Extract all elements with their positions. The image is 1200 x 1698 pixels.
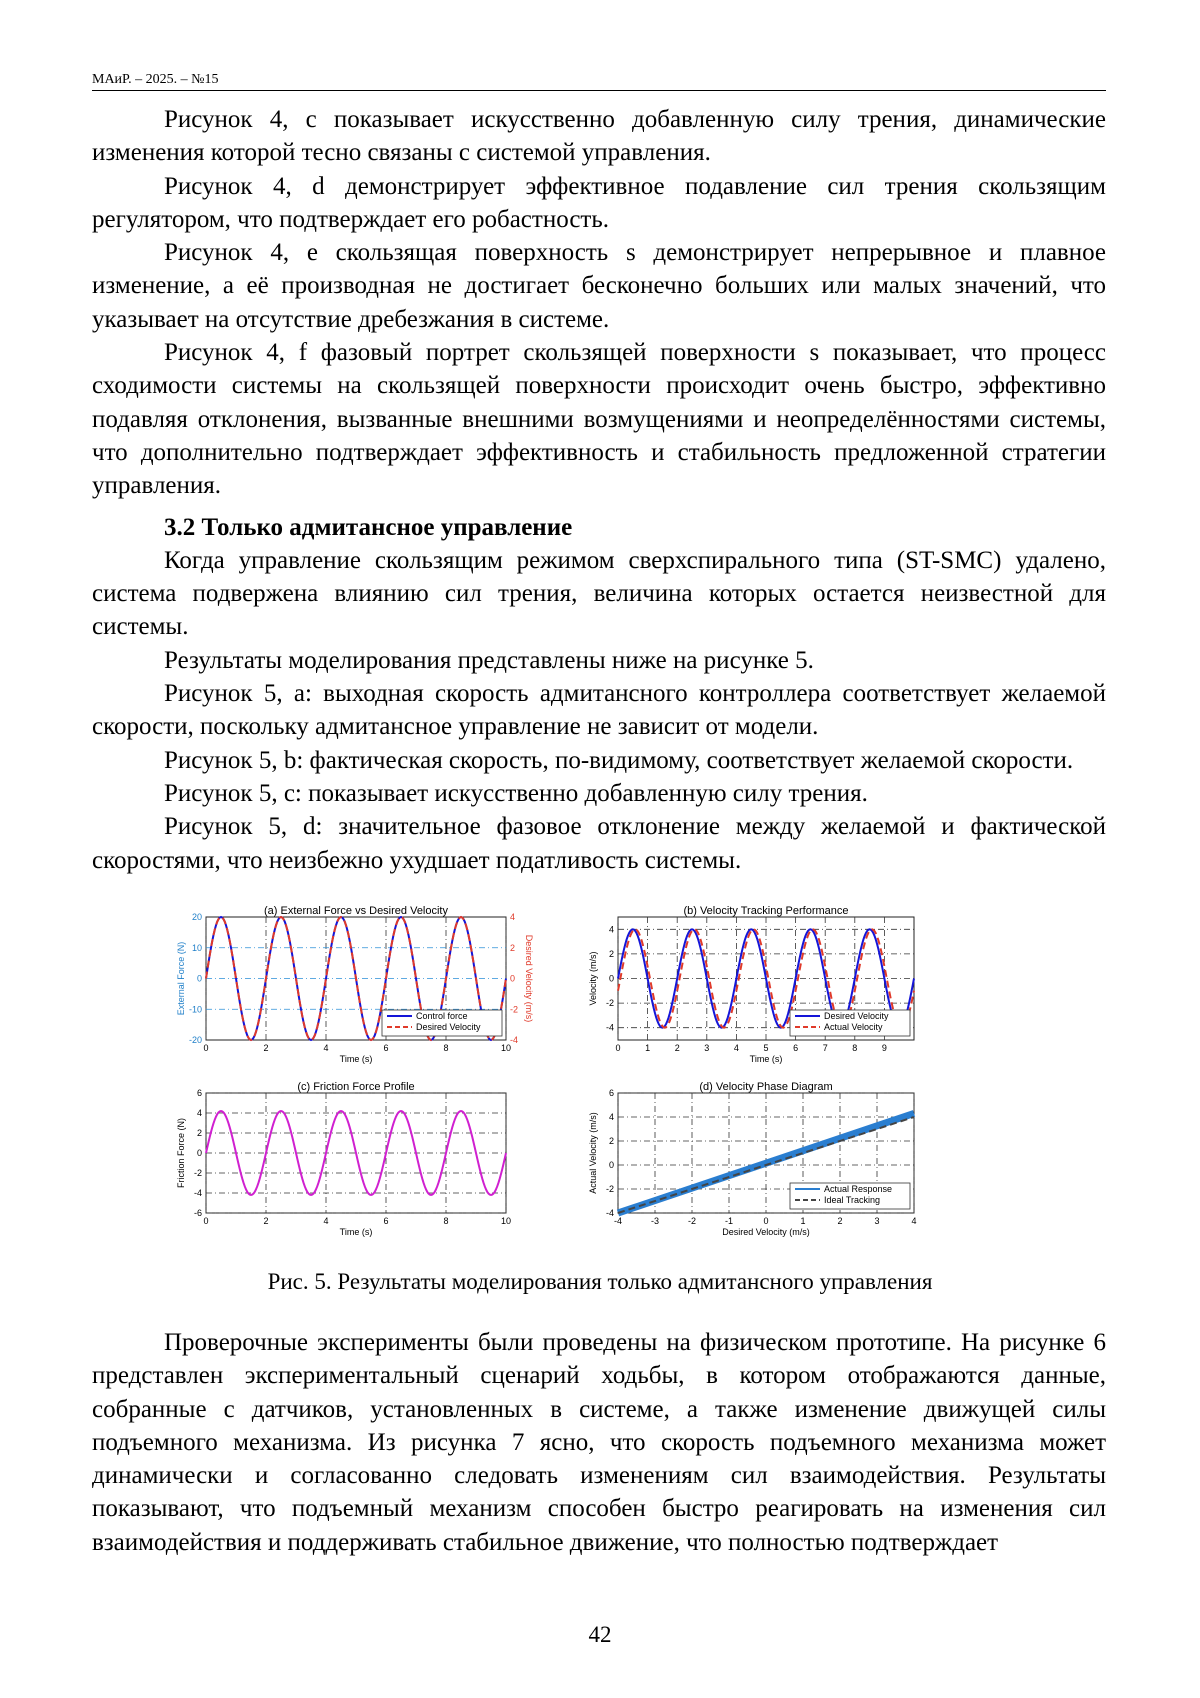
chart-title: (d) Velocity Phase Diagram — [699, 1081, 832, 1093]
y-right-tick-label: 4 — [510, 912, 515, 922]
paragraph-fig4c: Рисунок 4, c показывает искусственно добавленную силу трения, динамические изменения которой тесно связаны с системой управления. — [92, 103, 1106, 170]
y-tick-label: -6 — [194, 1208, 202, 1218]
x-axis-label: Time (s) — [750, 1054, 783, 1064]
y-tick-label: -2 — [606, 998, 614, 1008]
y-tick-label: 2 — [609, 1136, 614, 1146]
figure-5-charts — [190, 903, 1010, 1257]
y-axis-label: Velocity (m/s) — [588, 951, 598, 1005]
paragraph-fig5d: Рисунок 5, d: значительное фазовое отклонение между желаемой и фактической скоростями, что неизбежно ухудшает податливость системы. — [92, 810, 1106, 877]
x-axis-label: Desired Velocity (m/s) — [722, 1227, 810, 1237]
y-tick-label: 2 — [197, 1128, 202, 1138]
paragraph-fig5b: Рисунок 5, b: фактическая скорость, по-видимому, соответствует желаемой скорости. — [92, 744, 1106, 777]
legend-entry: Actual Velocity — [824, 1022, 883, 1032]
chart-panel-0 — [176, 905, 534, 1064]
x-tick-label: 3 — [874, 1216, 879, 1226]
x-tick-label: 7 — [823, 1043, 828, 1053]
y-tick-label: 0 — [197, 974, 202, 984]
x-tick-label: 0 — [763, 1216, 768, 1226]
y-tick-label: 6 — [197, 1088, 202, 1098]
x-tick-label: 6 — [383, 1216, 388, 1226]
x-tick-label: 2 — [837, 1216, 842, 1226]
y-tick-label: 4 — [197, 1108, 202, 1118]
x-tick-label: -4 — [614, 1216, 622, 1226]
x-tick-label: -3 — [651, 1216, 659, 1226]
y-tick-label: -20 — [189, 1035, 202, 1045]
x-tick-label: 8 — [852, 1043, 857, 1053]
y-tick-label: -4 — [194, 1188, 202, 1198]
x-axis-label: Time (s) — [340, 1054, 373, 1064]
page — [0, 0, 1200, 1698]
chart-title: (a) External Force vs Desired Velocity — [264, 905, 449, 917]
x-tick-label: -2 — [688, 1216, 696, 1226]
y-tick-label: -10 — [189, 1004, 202, 1014]
paragraph-fig4f: Рисунок 4, f фазовый портрет скользящей поверхности s показывает, что процесс сходимости системы на скользящей поверхности происходит очень быстро, эффективно подавляя отклонения, вызванные внешними возмущениями и неопределённостями системы, что дополнительно подтверждает эффективность и стабильность предложенной стратегии управления. — [92, 336, 1106, 502]
body-text-top — [92, 103, 1106, 877]
x-tick-label: 10 — [501, 1216, 511, 1226]
x-tick-label: 8 — [443, 1043, 448, 1053]
x-tick-label: 1 — [800, 1216, 805, 1226]
running-head: МАиР. – 2025. – №15 — [92, 72, 218, 88]
x-tick-label: 5 — [763, 1043, 768, 1053]
chart-panel-2 — [176, 1081, 511, 1237]
y-tick-label: 0 — [609, 1160, 614, 1170]
x-tick-label: 0 — [203, 1216, 208, 1226]
paragraph-fig4e: Рисунок 4, e скользящая поверхность s демонстрирует непрерывное и плавное изменение, а её производная не достигает бесконечно больших или малых значений, что указывает на отсутствие дребезжания в системе. — [92, 236, 1106, 336]
legend-entry: Actual Response — [824, 1184, 892, 1194]
y-axis-label: Actual Velocity (m/s) — [588, 1112, 598, 1194]
y-tick-label: 4 — [609, 924, 614, 934]
y-axis-label: Friction Force (N) — [176, 1118, 186, 1188]
section-heading: 3.2 Только адмитансное управление — [92, 511, 1106, 544]
chart-panel-1 — [588, 905, 914, 1064]
body-text-bottom — [92, 1326, 1106, 1559]
chart-panel-3 — [588, 1081, 917, 1237]
paragraph-fig5a: Рисунок 5, a: выходная скорость адмитансного контроллера соответствует желаемой скорости, поскольку адмитансное управление не зависит от модели. — [92, 677, 1106, 744]
x-tick-label: 2 — [675, 1043, 680, 1053]
legend-entry: Desired Velocity — [824, 1011, 889, 1021]
x-tick-label: 4 — [911, 1216, 916, 1226]
y-right-axis-label: Desired Velocity (m/s) — [524, 935, 534, 1023]
y-tick-label: 10 — [192, 943, 202, 953]
y-tick-label: -2 — [194, 1168, 202, 1178]
chart-title: (b) Velocity Tracking Performance — [683, 905, 848, 917]
legend-entry: Control force — [416, 1011, 468, 1021]
x-tick-label: 4 — [323, 1043, 328, 1053]
x-tick-label: 2 — [263, 1043, 268, 1053]
y-right-tick-label: -2 — [510, 1004, 518, 1014]
x-tick-label: 3 — [704, 1043, 709, 1053]
x-tick-label: 0 — [203, 1043, 208, 1053]
x-tick-label: 2 — [263, 1216, 268, 1226]
x-tick-label: 4 — [734, 1043, 739, 1053]
x-tick-label: 10 — [501, 1043, 511, 1053]
x-tick-label: 1 — [645, 1043, 650, 1053]
y-right-tick-label: 0 — [510, 974, 515, 984]
header-rule — [92, 90, 1106, 91]
paragraph-st-smc-removed: Когда управление скользящим режимом сверхспирального типа (ST-SMC) удалено, система подвержена влиянию сил трения, величина которых остается неизвестной для системы. — [92, 544, 1106, 644]
y-tick-label: 0 — [197, 1148, 202, 1158]
legend-entry: Ideal Tracking — [824, 1195, 880, 1205]
x-tick-label: 9 — [882, 1043, 887, 1053]
x-tick-label: 8 — [443, 1216, 448, 1226]
legend-entry: Desired Velocity — [416, 1022, 481, 1032]
figure-caption: Рис. 5. Результаты моделирования только адмитансного управления — [0, 1267, 1200, 1297]
x-axis-label: Time (s) — [340, 1227, 373, 1237]
paragraph-results-intro: Результаты моделирования представлены ниже на рисунке 5. — [92, 644, 1106, 677]
y-tick-label: -2 — [606, 1184, 614, 1194]
page-number: 42 — [0, 1622, 1200, 1648]
paragraph-fig4d: Рисунок 4, d демонстрирует эффективное подавление сил трения скользящим регулятором, что подтверждает его робастность. — [92, 170, 1106, 237]
x-tick-label: 6 — [383, 1043, 388, 1053]
paragraph-fig5c: Рисунок 5, c: показывает искусственно добавленную силу трения. — [92, 777, 1106, 810]
x-tick-label: -1 — [725, 1216, 733, 1226]
y-tick-label: 0 — [609, 974, 614, 984]
y-tick-label: -4 — [606, 1208, 614, 1218]
y-tick-label: 6 — [609, 1088, 614, 1098]
x-tick-label: 0 — [615, 1043, 620, 1053]
x-tick-label: 6 — [793, 1043, 798, 1053]
x-tick-label: 4 — [323, 1216, 328, 1226]
y-tick-label: 4 — [609, 1112, 614, 1122]
y-tick-label: 2 — [609, 949, 614, 959]
paragraph-experiments: Проверочные эксперименты были проведены на физическом прототипе. На рисунке 6 представлен экспериментальный сценарий ходьбы, в котором отображаются данные, собранные с датчиков, установленных в системе, а также изменение движущей силы подъемного механизма. Из рисунка 7 ясно, что скорость подъемного механизма может динамически и согласованно следовать изменениям сил взаимодействия. Результаты показывают, что подъемный механизм способен быстро реагировать на изменения сил взаимодействия и поддерживать стабильное движение, что полностью подтверждает — [92, 1326, 1106, 1559]
chart-title: (c) Friction Force Profile — [297, 1081, 414, 1093]
y-tick-label: -4 — [606, 1023, 614, 1033]
y-right-tick-label: 2 — [510, 943, 515, 953]
y-axis-label: External Force (N) — [176, 942, 186, 1016]
y-right-tick-label: -4 — [510, 1035, 518, 1045]
figure-5 — [190, 903, 1010, 1257]
y-tick-label: 20 — [192, 912, 202, 922]
